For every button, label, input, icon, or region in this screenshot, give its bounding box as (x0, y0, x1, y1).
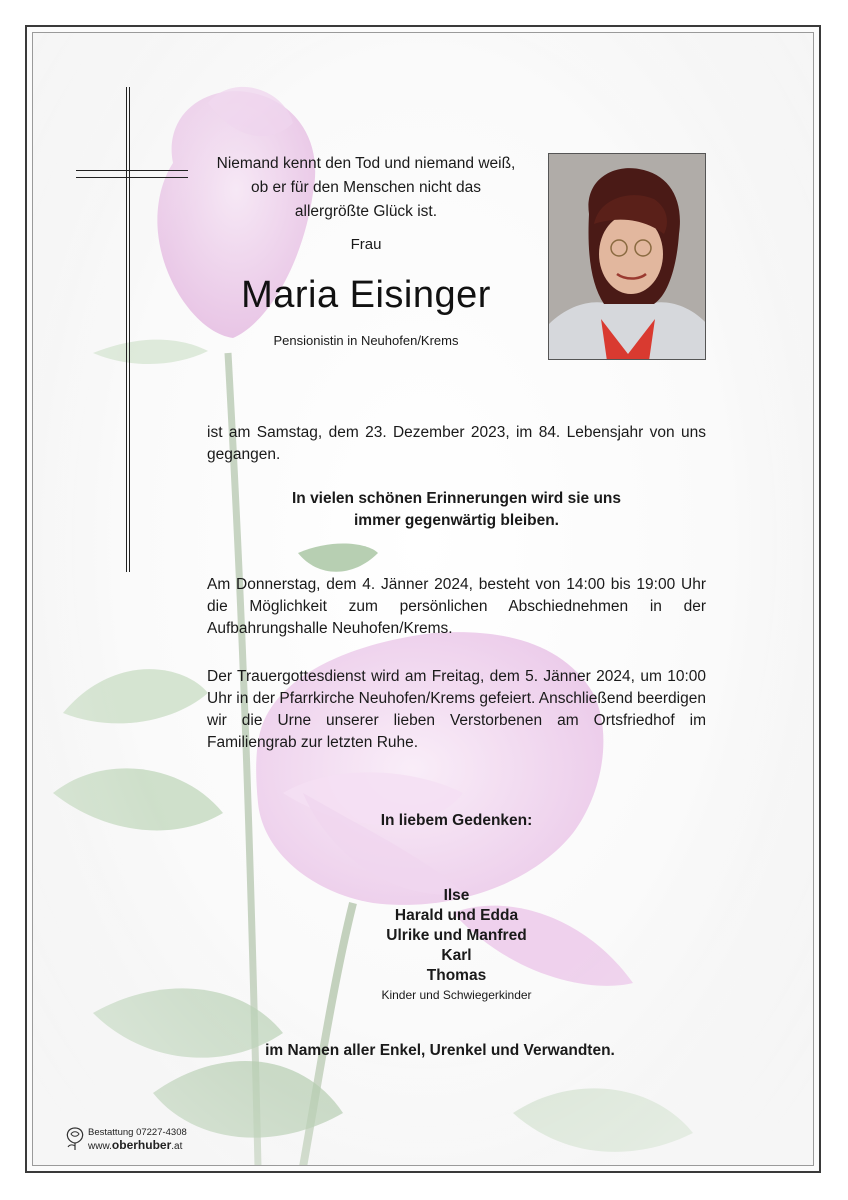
deceased-name: Maria Eisinger (241, 274, 491, 316)
footer-web-suffix: .at (171, 1141, 183, 1152)
memory-line: immer gegenwärtig bleiben. (354, 512, 559, 529)
footer-web-main: oberhuber (111, 1138, 172, 1152)
mourner-name: Ilse (443, 887, 470, 904)
closing-line: im Namen aller Enkel, Urenkel und Verwandten. (265, 1042, 615, 1059)
footer-web-prefix: www. (88, 1141, 112, 1152)
footer-company: Bestattung (88, 1127, 134, 1138)
quote-line: ob er für den Menschen nicht das (250, 179, 482, 196)
footer-contact (88, 1127, 187, 1138)
deceased-role: Pensionistin in Neuhofen/Krems (273, 333, 459, 348)
service-paragraph: Der Trauergottesdienst wird am Freitag, dem 5. Jänner 2024, um 10:00 Uhr in der Pfarrkirche Neuhofen/Krems gefeiert. Anschließend beerdigen wir die Urne unserer lieben Verstorbenen am Ortsfriedhof im Familiengrab zur letzten Ruhe. (207, 668, 706, 751)
mourners-relation: Kinder und Schwiegerkinder (381, 988, 532, 1002)
salutation: Frau (350, 236, 382, 253)
quote-line: allergrößte Glück ist. (294, 203, 438, 220)
cross-vertical-beam (126, 87, 130, 572)
mourner-name: Thomas (426, 967, 487, 984)
mourner-name: Harald und Edda (394, 907, 519, 924)
footer-phone: 07227-4308 (136, 1127, 187, 1138)
portrait-photo (548, 153, 706, 360)
mourner-name: Ulrike und Manfred (386, 927, 527, 944)
funeral-home-logo (64, 1125, 204, 1155)
announcement-paragraph: ist am Samstag, dem 23. Dezember 2023, im 84. Lebensjahr von uns gegangen. (207, 424, 706, 463)
memory-line: In vielen schönen Erinnerungen wird sie uns (291, 490, 621, 507)
remembrance-heading: In liebem Gedenken: (380, 812, 533, 829)
rose-logo-icon (64, 1125, 86, 1151)
quote-line: Niemand kennt den Tod und niemand weiß, (216, 155, 516, 172)
mourners-list (207, 886, 706, 1004)
footer-website[interactable] (88, 1138, 182, 1152)
farewell-paragraph: Am Donnerstag, dem 4. Jänner 2024, besteht von 14:00 bis 19:00 Uhr die Möglichkeit zum persönlichen Abschiednehmen in der Aufbahrungshalle Neuhofen/Krems. (207, 576, 706, 637)
mourner-name: Karl (441, 947, 472, 964)
cross-horizontal-beam (76, 170, 188, 178)
memory-quote (207, 488, 706, 532)
quote-block (196, 152, 536, 224)
